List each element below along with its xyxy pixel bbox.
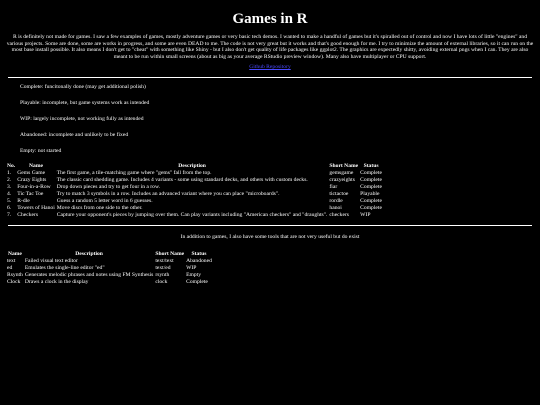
github-link[interactable]: Github Repository [249,64,291,70]
table-row [6,184,383,191]
table-row [6,265,213,272]
tool-description: Failed visual text editor [24,258,78,265]
tools-header-description: Description [75,251,103,258]
intro-paragraph: R is definitely not made for games. I saw a few examples of games, mostly adventure games or very basic tech demos. I wanted to make a handful of games but it's spiralled out of control and now I have lots of little "engines" and various projects. Some are done, some are works in progress, and some are even DEAD to me. The code is not very great but it works and that's good enough for me. I try to minimize the amount of external libraries, so it can run on the most base install possible. It also means I don't get to "cheat" with something like Shiny - but I also don't get quality of life packages like ggplot2. The graphics are expectedly shitty, avoiding external pngs when I can. They are also meant to be run within small screens (about as big as your average RStudio preview window). Many also have multiplayer or CPU support. [6,34,534,60]
game-name: R-dle [17,198,30,205]
tool-description: Draws a clock in the display [24,279,89,286]
tool-name: Clock [7,279,21,286]
tool-description: Emulates the single-line editor "ed" [24,265,105,272]
tool-name: ed [7,265,13,272]
game-status: Complete [360,177,382,184]
game-no: 2. [7,177,12,184]
table-row [6,272,213,279]
github-link-wrapper [4,64,536,71]
game-description: Guess a random 5 letter word in 6 guesses. [56,198,153,205]
game-no: 7. [7,212,12,219]
tool-status: Complete [186,279,208,286]
tool-name: Rsynth [7,272,23,279]
games-header-description: Description [178,163,206,170]
legend-wip: WIP: largely incomplete, not working fully as intended [20,115,144,122]
game-status: Complete [360,205,382,212]
tool-status: WIP [186,265,197,272]
game-status: WIP [360,212,371,219]
tools-header-status: Status [191,251,207,258]
game-short-name: gemsgame [329,170,354,177]
game-name: Towers of Hanoi [17,205,55,212]
table-row [6,279,213,286]
game-no: 4. [7,191,12,198]
table-row [6,212,383,219]
game-name: Four-in-a-Row [17,184,51,191]
game-description: Try to match 3 symbols in a row. Includes an advanced variant where you can place "microboards". [56,191,280,198]
legend-abandoned: Abandoned: incomplete and unlikely to be fixed [20,131,129,138]
table-row [6,191,383,198]
tool-short-name: rsynth [155,272,170,279]
games-table [6,163,383,219]
tools-note: In addition to games, I also have some tools that are not very useful but do exist [180,234,360,241]
tools-table [6,251,213,286]
game-name: Crazy Eights [17,177,47,184]
legend-empty: Empty: not started [20,147,62,154]
game-short-name: fiar [329,184,338,191]
divider-top [8,77,532,78]
tool-description: Generates melodic phrases and notes using FM Synthesis [24,272,154,279]
game-status: Complete [360,198,382,205]
games-header-short-name: Short Name [329,163,359,170]
tools-header-short-name: Short Name [155,251,185,258]
game-description: The first game, a tile-matching game where "gems" fall from the top. [56,170,212,177]
game-status: Complete [360,184,382,191]
game-description: Capture your opponent's pieces by jumping over them. Can play variants including "American checkers" and "draughts". [56,212,328,219]
tools-header-row [6,251,213,258]
legend-complete: Complete: funcitonally done (may get additional polish) [20,84,146,90]
status-legend [4,84,536,154]
game-short-name: checkers [329,212,349,219]
game-name: Checkers [17,212,39,219]
game-no: 1. [7,170,12,177]
games-header-status: Status [363,163,379,170]
game-status: Complete [360,170,382,177]
game-short-name: crazyeights [329,177,355,184]
game-short-name: hanoi [329,205,342,212]
games-header-no: No. [7,163,16,170]
game-status: Playable [360,191,380,198]
game-description: The classic card shedding game. Includes 4 variants - some using standard decks, and others with custom decks. [56,177,308,184]
page-title: Games in R [232,11,308,27]
tool-status: Abandoned [186,258,212,265]
games-header-name: Name [29,163,43,170]
game-short-name: tictactoe [329,191,349,198]
tool-short-name: text/ed [155,265,171,272]
game-short-name: rordle [329,198,343,205]
game-name: Gems Game [17,170,46,177]
tool-short-name: clock [155,279,168,286]
game-name: Tic Tac Toe [17,191,44,198]
table-row [6,205,383,212]
game-no: 3. [7,184,12,191]
game-no: 6. [7,205,12,212]
tool-short-name: text/text [155,258,174,265]
tools-header-name: Name [7,251,22,258]
divider-bottom [8,225,532,226]
game-no: 5. [7,198,12,205]
game-description: Drop down pieces and try to get four in a row. [56,184,161,191]
table-row [6,258,213,265]
legend-playable: Playable: incomplete, but game systems work as intended [20,99,150,106]
game-description: Move discs from one side to the other. [56,205,143,212]
table-row [6,170,383,177]
tool-status: Empty [186,272,202,279]
tool-name: text [7,258,16,265]
